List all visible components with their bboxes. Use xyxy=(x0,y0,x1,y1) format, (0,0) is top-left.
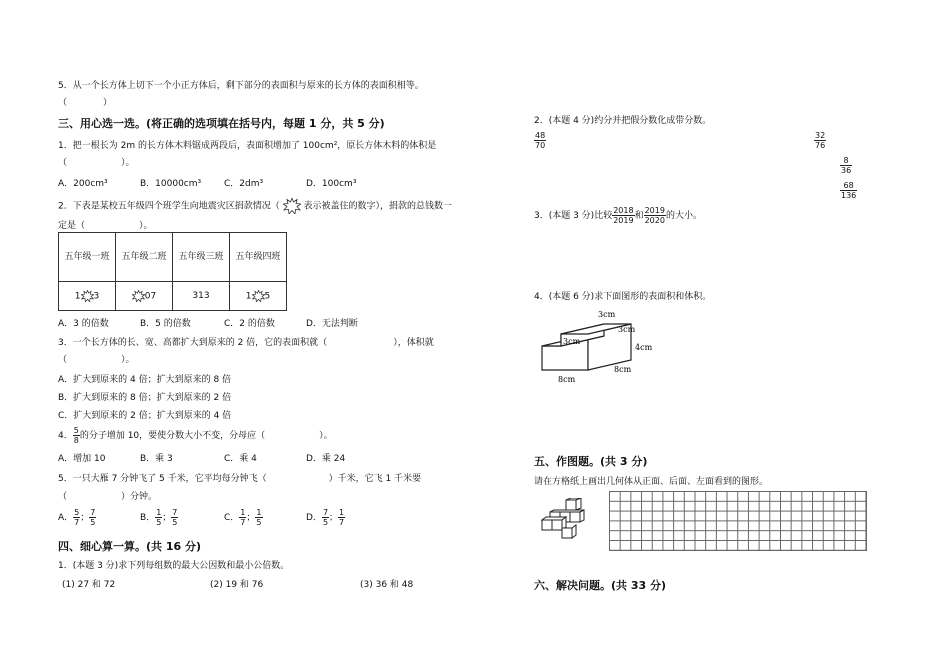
fraction xyxy=(155,508,162,527)
section-4-title: 四、细心算一算。(共 16 分) xyxy=(58,540,202,553)
fraction xyxy=(89,508,96,527)
table-header: 五年级三班 xyxy=(173,233,230,282)
judge-q5-answer-paren[interactable]: （ ） xyxy=(58,98,113,108)
denominator: 2020 xyxy=(644,216,665,225)
drawing-grid-paper[interactable] xyxy=(609,491,867,551)
fraction xyxy=(255,508,262,527)
fraction xyxy=(338,508,345,527)
cell-value-post: 3 xyxy=(93,291,100,302)
choice-q3-paren[interactable]: （ ）。 xyxy=(58,355,135,365)
numerator: 2019 xyxy=(644,206,665,215)
covered-digit-icon xyxy=(283,198,301,214)
calc-q4-text: 4．(本题 6 分)求下面图形的表面积和体积。 xyxy=(534,292,712,302)
cell-value-pre: 1 xyxy=(245,291,252,302)
choice-q4-option-b[interactable]: B．乘 3 xyxy=(140,454,173,464)
denominator: 7 xyxy=(240,518,246,527)
fraction-68-136 xyxy=(840,181,857,200)
dim-label-top: 3cm xyxy=(598,310,616,319)
denominator: 8 xyxy=(73,436,79,445)
choice-q2-option-d[interactable]: D．无法判断 xyxy=(306,319,358,329)
choice-q2-option-b[interactable]: B．5 的倍数 xyxy=(140,319,191,329)
numerator: 7 xyxy=(172,508,178,517)
table-cell xyxy=(173,282,230,311)
choice-q2-text-part1: 2．下表是某校五年级四个班学生向地震灾区捐款情况（ xyxy=(58,201,280,212)
fraction xyxy=(644,206,666,225)
calc-q2-text: 2．(本题 4 分)约分并把假分数化成带分数。 xyxy=(534,116,712,126)
denominator: 136 xyxy=(841,191,857,200)
dim-label-height: 4cm xyxy=(635,343,653,352)
choice-q1-option-a[interactable]: A．200cm³ xyxy=(58,179,108,189)
choice-q2-text xyxy=(58,198,452,214)
fraction xyxy=(612,206,634,225)
numerator: 48 xyxy=(535,131,546,140)
section-5-title: 五、作图题。(共 3 分) xyxy=(534,455,648,468)
choice-q3-text-part2: ），体积就 xyxy=(393,338,434,348)
numerator: 8 xyxy=(840,156,852,166)
covered-digit-icon xyxy=(132,290,145,302)
cell-value-post: 5 xyxy=(264,291,271,302)
denominator: 70 xyxy=(535,141,546,150)
calc-q1-item-3: (3) 36 和 48 xyxy=(360,580,414,590)
choice-q5-option-a[interactable]: A． $\frac{5}{7}$ ； $\frac{7}{5}$ xyxy=(58,508,96,527)
denominator: 5 xyxy=(322,518,329,527)
covered-digit-icon xyxy=(252,290,265,302)
choice-q1-paren[interactable]: （ ）。 xyxy=(58,158,135,168)
table-header: 五年级二班 xyxy=(116,233,173,282)
calc-q3-prefix: 3．(本题 3 分)比较 xyxy=(534,211,613,221)
cell-value-post: 07 xyxy=(144,291,157,302)
option-letter: B． xyxy=(140,513,156,523)
calc-q3-text xyxy=(534,206,702,225)
calc-q3-suffix: 的大小。 xyxy=(665,211,702,221)
table-header: 五年级一班 xyxy=(59,233,116,282)
calc-q1-text: 1．(本题 3 分)求下列每组数的最大公因数和最小公倍数。 xyxy=(58,561,290,571)
choice-q1-option-b[interactable]: B．10000cm³ xyxy=(140,179,202,189)
fraction xyxy=(171,508,178,527)
table-cell xyxy=(116,282,173,311)
covered-digit-icon xyxy=(81,290,94,302)
section-3-title: 三、用心选一选。(将正确的选项填在括号内，每题 1 分，共 5 分) xyxy=(58,117,385,130)
numerator: 32 xyxy=(815,131,826,140)
denominator: 36 xyxy=(841,166,852,175)
dim-label-left-step: 3cm xyxy=(563,337,581,346)
section-6-title: 六、解决问题。(共 33 分) xyxy=(534,579,667,592)
option-letter: A． xyxy=(58,513,74,523)
choice-q5-text xyxy=(58,471,421,484)
choice-q2-option-a[interactable]: A．3 的倍数 xyxy=(58,319,109,329)
choice-q3-option-a[interactable]: A．扩大到原来的 4 倍；扩大到原来的 8 倍 xyxy=(58,375,232,385)
cell-value: 313 xyxy=(192,291,210,301)
cell-value-pre: 1 xyxy=(74,291,81,302)
fraction-48-70 xyxy=(534,131,546,150)
fraction xyxy=(322,508,329,527)
choice-q3-option-c[interactable]: C．扩大到原来的 2 倍；扩大到原来的 4 倍 xyxy=(58,411,232,421)
choice-q2-text-part2: 表示被盖住的数字），捐款的总钱数一 xyxy=(303,201,452,212)
calc-q1-item-2: (2) 19 和 76 xyxy=(210,580,264,590)
denominator: 5 xyxy=(256,518,262,527)
donation-table xyxy=(58,232,287,311)
numerator: 1 xyxy=(156,508,162,517)
fraction xyxy=(73,426,80,445)
numerator: 68 xyxy=(840,181,857,191)
denominator: 7 xyxy=(339,518,345,527)
denominator: 7 xyxy=(74,518,80,527)
table-cell xyxy=(230,282,287,311)
cube-cluster-figure xyxy=(536,498,602,540)
choice-q3-text xyxy=(58,335,434,348)
denominator: 76 xyxy=(815,141,826,150)
numerator: 1 xyxy=(256,508,262,517)
choice-q5-option-c[interactable]: C． $\frac{1}{7}$ ； $\frac{1}{5}$ xyxy=(224,508,262,527)
fraction xyxy=(73,508,80,527)
dim-label-depth: 8cm xyxy=(614,365,632,374)
numerator: 7 xyxy=(322,508,329,517)
denominator: 5 xyxy=(172,518,178,527)
calc-q3-and: 和 xyxy=(634,211,644,221)
choice-q1-option-c[interactable]: C．2dm³ xyxy=(224,179,264,189)
choice-q1-text: 1．把一根长为 2m 的长方体木料锯成两段后，表面积增加了 100cm²，原长方体木料的体积是 xyxy=(58,141,437,151)
numerator: 1 xyxy=(339,508,345,517)
numerator: 5 xyxy=(73,426,79,435)
choice-q2-option-c[interactable]: C．2 的倍数 xyxy=(224,319,275,329)
choice-q3-text-part1: 3．一个长方体的长、宽、高都扩大到原来的 2 倍，它的表面积就（ xyxy=(58,338,328,348)
choice-q5-text-part2: ）千米，它飞 1 千米要 xyxy=(328,474,422,484)
fraction-32-76 xyxy=(814,131,826,150)
choice-q4-text xyxy=(58,426,333,445)
choice-q4-option-a[interactable]: A．增加 10 xyxy=(58,454,106,464)
choice-q5-option-d[interactable]: D． $\frac{7}{5}$ ； $\frac{1}{7}$ xyxy=(306,508,345,527)
choice-q4-text-rest: 的分子增加 10，要使分数大小不变，分母应（ ）。 xyxy=(79,431,333,441)
option-letter: D． xyxy=(306,513,322,523)
judge-q5-text: 5．从一个长方体上切下一个小正方体后，剩下部分的表面积与原来的长方体的表面积相等。 xyxy=(58,81,424,91)
denominator: 5 xyxy=(90,518,96,527)
choice-q4-option-c[interactable]: C．乘 4 xyxy=(224,454,257,464)
choice-q3-option-b[interactable]: B．扩大到原来的 8 倍；扩大到原来的 2 倍 xyxy=(58,393,232,403)
drawing-instruction: 请在方格纸上画出几何体从正面、后面、左面看到的图形。 xyxy=(534,477,769,487)
choice-q5-option-b[interactable]: B． $\frac{1}{5}$ ； $\frac{7}{5}$ xyxy=(140,508,178,527)
step-solid-figure xyxy=(536,306,668,388)
denominator: 5 xyxy=(156,518,162,527)
numerator: 1 xyxy=(240,508,246,517)
choice-q5-paren[interactable]: （ ）分钟。 xyxy=(58,492,158,502)
numerator: 5 xyxy=(74,508,80,517)
choice-q1-option-d[interactable]: D．100cm³ xyxy=(306,179,357,189)
calc-q1-item-1: (1) 27 和 72 xyxy=(62,580,116,590)
table-cell xyxy=(59,282,116,311)
denominator: 2019 xyxy=(613,216,634,225)
option-letter: C． xyxy=(224,513,240,523)
choice-q5-text-part1: 5．一只大雁 7 分钟飞了 5 千米，它平均每分钟飞（ xyxy=(58,474,267,484)
choice-q4-number: 4． xyxy=(58,431,73,441)
numerator: 7 xyxy=(90,508,96,517)
fraction xyxy=(239,508,246,527)
dim-label-length: 8cm xyxy=(558,375,576,384)
choice-q4-option-d[interactable]: D．乘 24 xyxy=(306,454,346,464)
dim-label-right-step: 3cm xyxy=(618,325,636,334)
table-header: 五年级四班 xyxy=(230,233,287,282)
fraction-8-36 xyxy=(840,156,852,175)
choice-q2-paren[interactable]: 定是（ ）。 xyxy=(58,221,153,231)
numerator: 2018 xyxy=(613,206,634,215)
